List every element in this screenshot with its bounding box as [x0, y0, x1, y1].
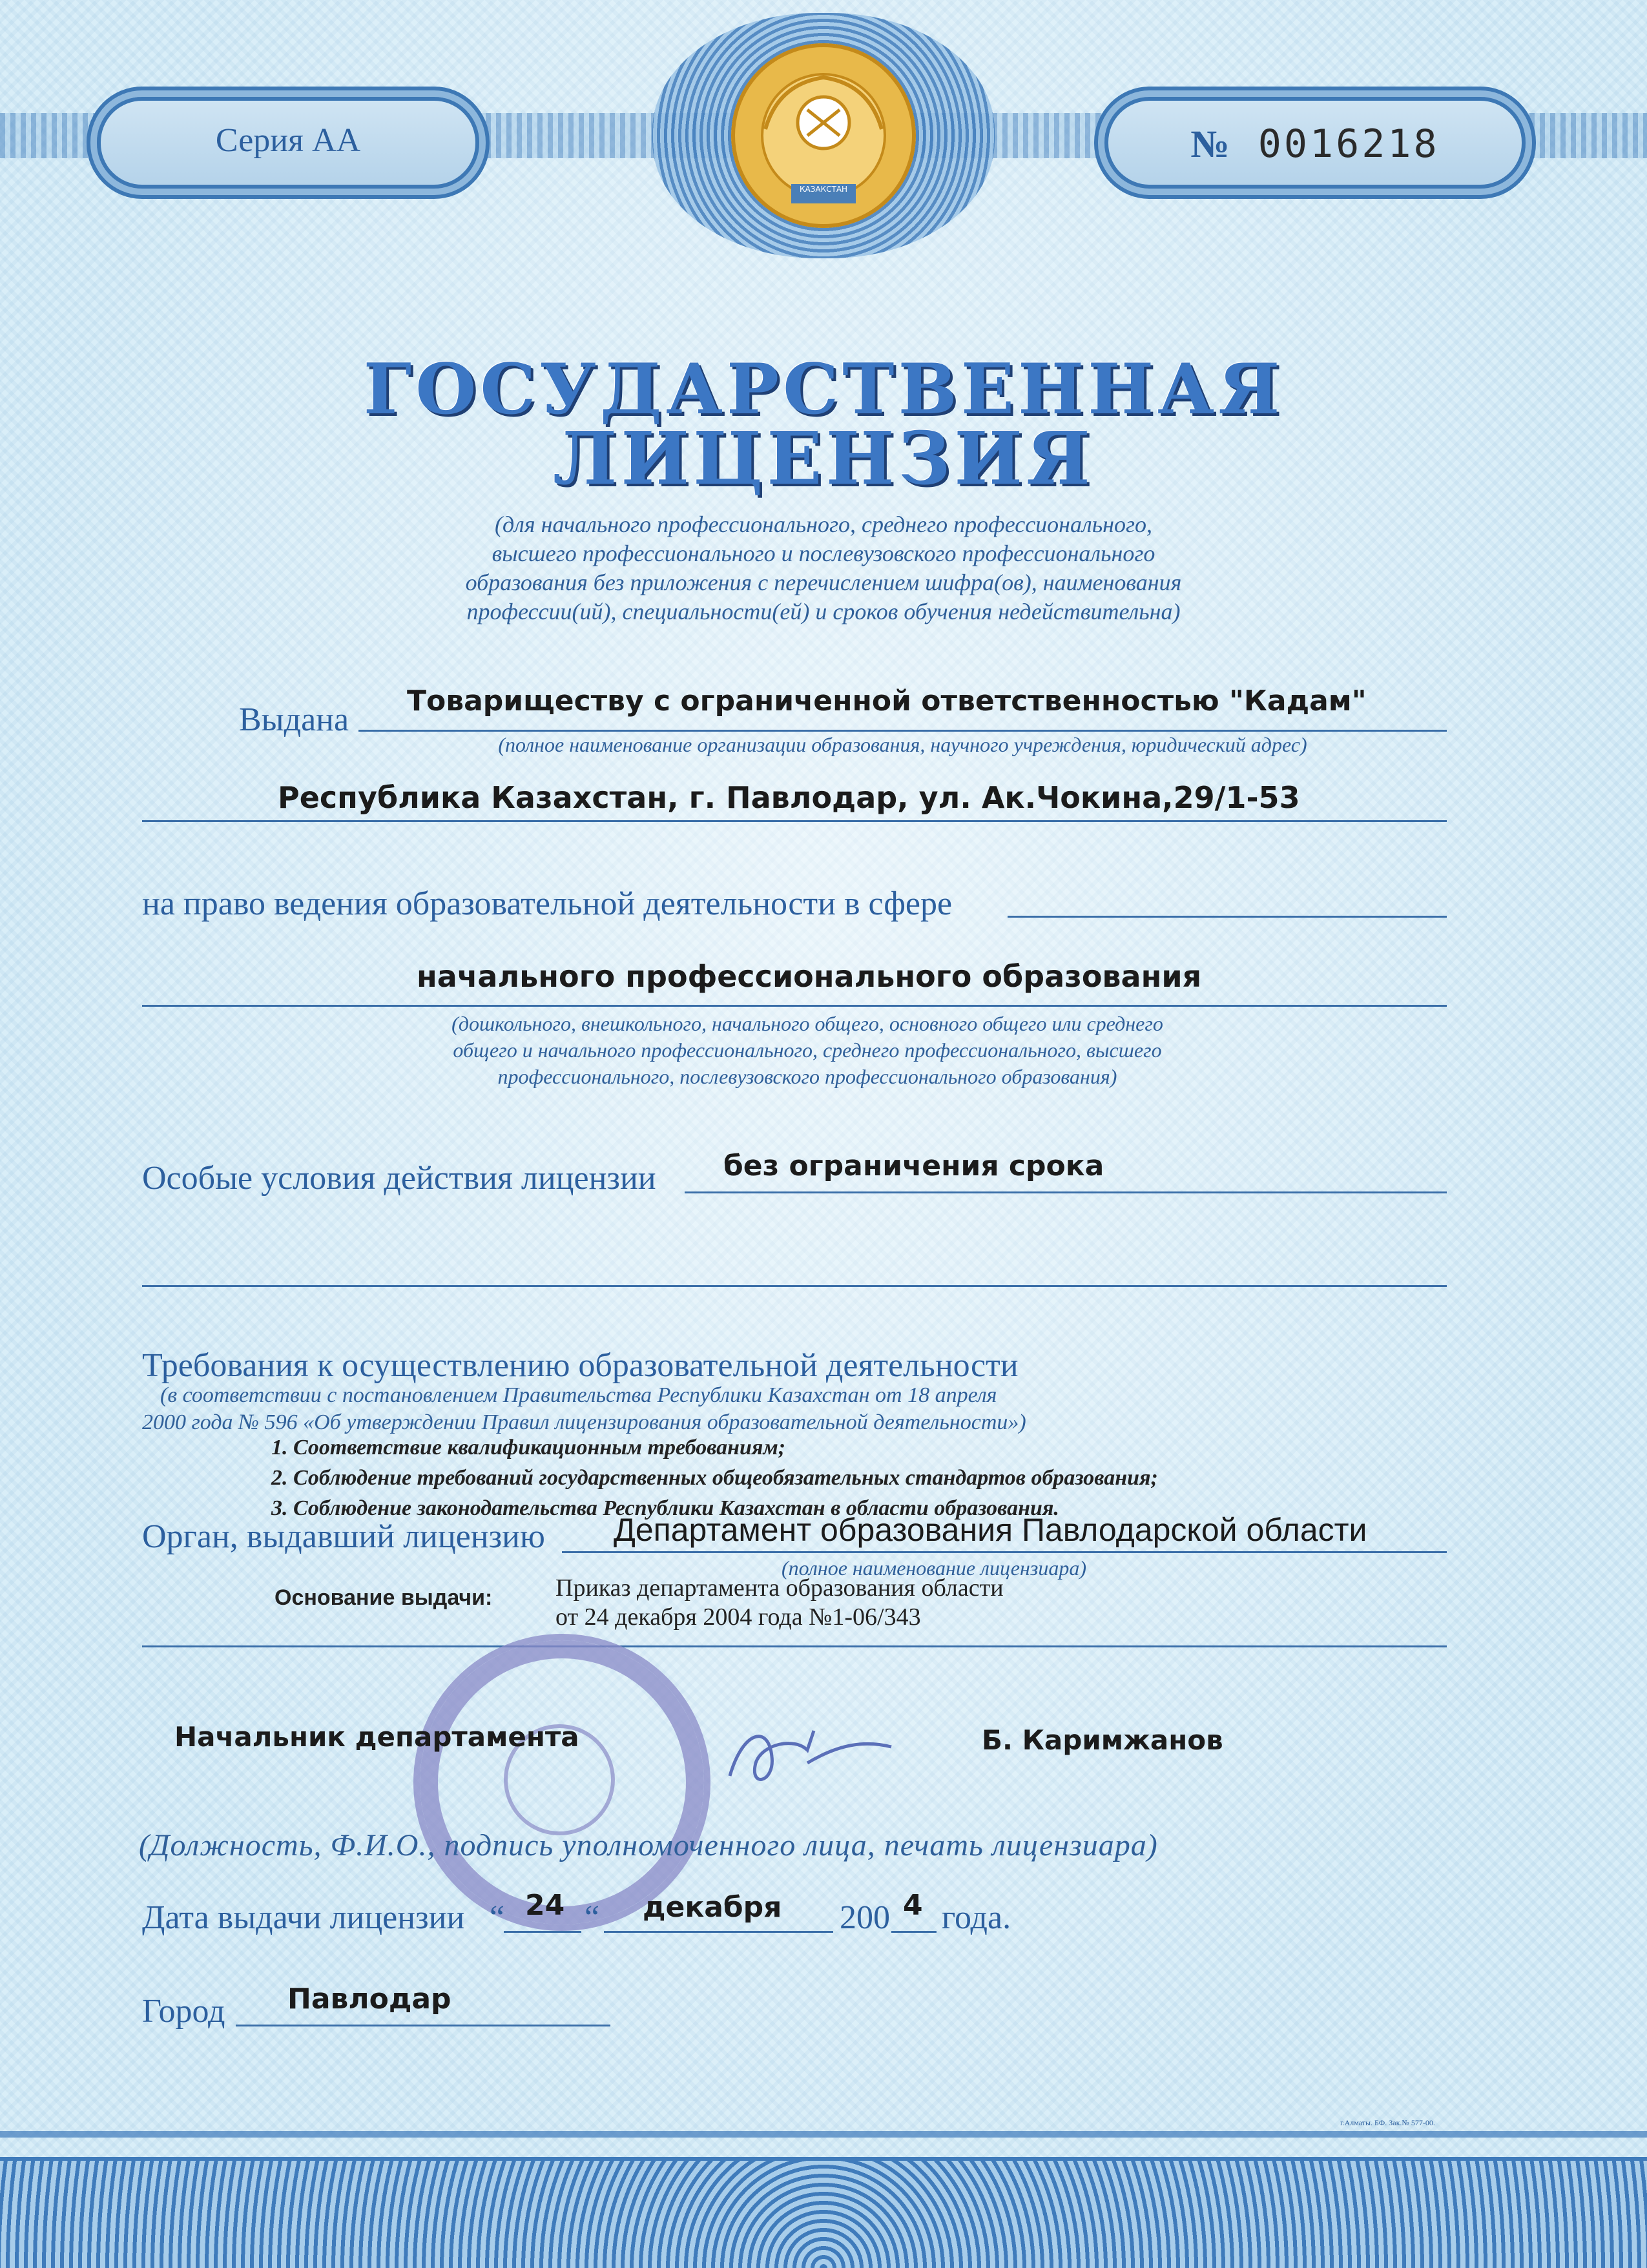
requirements-hint — [142, 1382, 1026, 1436]
signature-name: Б. Каримжанов — [982, 1724, 1223, 1756]
title-note-line: (для начального профессионального, среднего профессионального, — [494, 511, 1153, 537]
right-hint — [194, 1011, 1421, 1090]
date-label: Дата выдачи лицензии — [142, 1899, 465, 1936]
series-label: Серия АА — [215, 122, 361, 159]
basis-underline — [142, 1645, 1447, 1647]
right-hint-line: профессионального, послевузовского профессионального образования) — [497, 1065, 1117, 1088]
number-sign: № — [1190, 123, 1232, 165]
requirement-item: 3. Соблюдение законодательства Республики Казахстан в области образования. — [271, 1496, 1059, 1520]
issued-line — [358, 730, 1447, 732]
title-note-line: образования без приложения с перечислением шифра(ов), наименования — [465, 570, 1182, 595]
issued-hint: (полное наименование организации образования, научного учреждения, юридический адрес) — [498, 733, 1307, 756]
signature-position: Начальник департамента — [174, 1721, 579, 1753]
title-line-2: ЛИЦЕНЗИЯ — [553, 417, 1094, 501]
series-cartouche — [97, 97, 479, 189]
issued-value: Товариществу с ограниченной ответственностью "Кадам" — [407, 685, 1367, 717]
date-year-digit: 4 — [903, 1889, 923, 1922]
emblem — [652, 13, 995, 258]
right-value: начального профессионального образования — [417, 959, 1202, 994]
title-note-line: профессии(ий), специальности(ей) и сроков обучения недействительна) — [466, 599, 1181, 624]
title-note — [194, 510, 1453, 626]
date-month: декабря — [643, 1891, 782, 1924]
conditions-label: Особые условия действия лицензии — [142, 1160, 656, 1197]
right-hint-line: общего и начального профессионального, среднего профессионального, высшего — [453, 1038, 1162, 1062]
date-month-line — [604, 1931, 833, 1933]
city-label: Город — [142, 1993, 225, 2030]
requirements-label: Требования к осуществлению образовательной деятельности — [142, 1347, 1019, 1384]
basis-label: Основание выдачи: — [274, 1585, 493, 1610]
right-value-line — [142, 1005, 1447, 1007]
signature-hint: (Должность, Ф.И.О., подпись уполномоченного лица, печать лицензиара) — [139, 1828, 1158, 1862]
authority-value: Департамент образования Павлодарской области — [614, 1512, 1367, 1548]
title-line-1: ГОСУДАРСТВЕННАЯ — [363, 349, 1284, 430]
issued-address: Республика Казахстан, г. Павлодар, ул. Ак.Чокина,29/1-53 — [278, 780, 1300, 815]
conditions-value: без ограничения срока — [723, 1149, 1104, 1182]
requirement-item: 1. Соответствие квалификационным требованиям; — [271, 1436, 786, 1459]
date-day-line — [504, 1931, 581, 1933]
date-year-line — [891, 1931, 937, 1933]
date-close-quote: “ — [585, 1899, 600, 1936]
requirements-hint-line: 2000 года № 596 «Об утверждении Правил лицензирования образовательной деятельности») — [142, 1410, 1026, 1434]
signature-mark — [710, 1705, 904, 1808]
date-suffix: года. — [942, 1899, 1011, 1936]
date-day: 24 — [525, 1889, 565, 1922]
conditions-line — [685, 1191, 1447, 1193]
authority-hint: (полное наименование лицензиара) — [782, 1556, 1086, 1580]
right-hint-line: (дошкольного, внешкольного, начального общего, основного общего или среднего — [451, 1012, 1163, 1035]
printer-note: г.Алматы. БФ. Зак.№ 577-00. — [1340, 2118, 1435, 2127]
authority-label: Орган, выдавший лицензию — [142, 1518, 545, 1555]
footer-ornament-band — [0, 2157, 1647, 2268]
date-open-quote: “ — [490, 1899, 505, 1936]
requirements-list — [271, 1432, 1158, 1523]
basis-line: Приказ департамента образования области — [555, 1574, 1004, 1602]
emblem-caption: КАЗАКСТАН — [799, 185, 848, 194]
requirements-hint-line: (в соответствии с постановлением Правительства Республики Казахстан от 18 апреля — [160, 1383, 997, 1407]
right-label: на право ведения образовательной деятельности в сфере — [142, 885, 953, 922]
number-cartouche — [1104, 97, 1526, 189]
conditions-extra-line — [142, 1285, 1447, 1287]
city-value: Павлодар — [287, 1983, 451, 2015]
issued-label: Выдана — [239, 701, 349, 738]
date-year-prefix: 200 — [840, 1899, 890, 1936]
basis-line: от 24 декабря 2004 года №1-06/343 — [555, 1603, 921, 1631]
authority-line — [562, 1551, 1447, 1553]
basis-text — [555, 1574, 1004, 1632]
city-line — [236, 2025, 610, 2026]
address-line — [142, 820, 1447, 822]
emblem-icon — [727, 39, 920, 232]
right-line — [1008, 916, 1447, 918]
title-note-line: высшего профессионального и послевузовского профессионального — [492, 541, 1155, 566]
requirement-item: 2. Соблюдение требований государственных общеобязательных стандартов образования; — [271, 1466, 1158, 1490]
footer-divider — [0, 2131, 1647, 2138]
license-number: 0016218 — [1258, 121, 1440, 167]
